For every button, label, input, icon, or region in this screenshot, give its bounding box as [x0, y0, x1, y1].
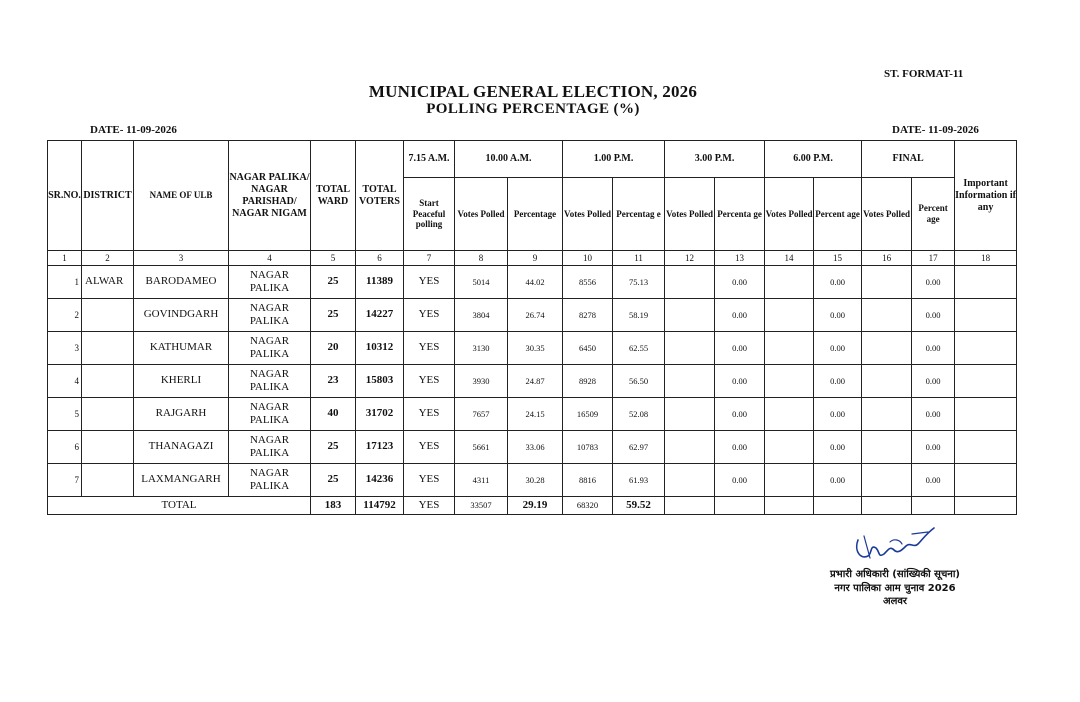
pct-13-cell: 62.55 [613, 332, 665, 365]
col-number: 4 [229, 251, 311, 266]
col-important-info: Important Information if any [955, 141, 1017, 251]
pct-18-cell: 0.00 [814, 464, 862, 497]
col-votes-18: Votes Polled [765, 178, 814, 251]
votes-13-cell: 8928 [563, 365, 613, 398]
info-cell [955, 299, 1017, 332]
pct-18-cell: 0.00 [814, 266, 862, 299]
votes-10-cell: 3804 [455, 299, 508, 332]
pct-13-cell: 56.50 [613, 365, 665, 398]
signature-designation: प्रभारी अधिकारी (सांख्यिकी सूचना) [829, 569, 960, 580]
votes-15-cell [665, 398, 715, 431]
pct-15-cell: 0.00 [715, 332, 765, 365]
col-ulb-name: NAME OF ULB [134, 141, 229, 251]
pct-13-cell: 58.19 [613, 299, 665, 332]
table-row [48, 266, 1017, 299]
col-final: FINAL [862, 141, 955, 178]
col-number: 8 [455, 251, 508, 266]
col-number: 12 [665, 251, 715, 266]
ulb-name-cell: KATHUMAR [134, 332, 229, 365]
district-cell [82, 464, 134, 497]
table-row [48, 398, 1017, 431]
col-pct-15: Percenta ge [715, 178, 765, 251]
votes-10-cell: 3930 [455, 365, 508, 398]
col-start-polling: Start Peaceful polling [404, 178, 455, 251]
total-voters: 114792 [356, 497, 404, 515]
sr-cell: 6 [48, 431, 82, 464]
col-pct-18: Percent age [814, 178, 862, 251]
table-row [48, 464, 1017, 497]
col-votes-final: Votes Polled [862, 178, 912, 251]
sr-cell: 4 [48, 365, 82, 398]
votes-10-cell: 4311 [455, 464, 508, 497]
ulb-type-cell: NAGAR PALIKA [229, 266, 311, 299]
start-polling-cell: YES [404, 431, 455, 464]
pct-final-cell: 0.00 [912, 398, 955, 431]
votes-15-cell [665, 266, 715, 299]
district-cell [82, 431, 134, 464]
ulb-name-cell: RAJGARH [134, 398, 229, 431]
start-polling-cell: YES [404, 365, 455, 398]
votes-13-cell: 8816 [563, 464, 613, 497]
ulb-name-cell: THANAGAZI [134, 431, 229, 464]
pct-13-cell: 52.08 [613, 398, 665, 431]
column-number-row [48, 251, 1017, 266]
votes-10-cell: 7657 [455, 398, 508, 431]
pct-18-cell: 0.00 [814, 365, 862, 398]
col-number: 7 [404, 251, 455, 266]
col-number: 3 [134, 251, 229, 266]
ward-cell: 23 [311, 365, 356, 398]
district-cell: ALWAR [82, 266, 134, 299]
ward-cell: 25 [311, 266, 356, 299]
votes-final-cell [862, 398, 912, 431]
total-empty-cell [665, 497, 715, 515]
pct-10-cell: 33.06 [508, 431, 563, 464]
pct-15-cell: 0.00 [715, 266, 765, 299]
signature-place: अलवर [882, 596, 908, 607]
info-cell [955, 398, 1017, 431]
pct-15-cell: 0.00 [715, 398, 765, 431]
total-ward: 183 [311, 497, 356, 515]
ulb-type-cell: NAGAR PALIKA [229, 431, 311, 464]
polling-table [47, 140, 1017, 515]
col-pct-final: Percent age [912, 178, 955, 251]
ulb-name-cell: KHERLI [134, 365, 229, 398]
ward-cell: 25 [311, 431, 356, 464]
col-time-1000: 10.00 A.M. [455, 141, 563, 178]
col-pct-13: Percentag e [613, 178, 665, 251]
col-number: 13 [715, 251, 765, 266]
pct-18-cell: 0.00 [814, 332, 862, 365]
ulb-type-cell: NAGAR PALIKA [229, 398, 311, 431]
votes-18-cell [765, 332, 814, 365]
ulb-type-cell: NAGAR PALIKA [229, 365, 311, 398]
district-cell [82, 332, 134, 365]
voters-cell: 14227 [356, 299, 404, 332]
votes-15-cell [665, 299, 715, 332]
pct-13-cell: 61.93 [613, 464, 665, 497]
total-empty-cell [955, 497, 1017, 515]
pct-10-cell: 30.28 [508, 464, 563, 497]
district-cell [82, 365, 134, 398]
table-row [48, 365, 1017, 398]
pct-13-cell: 75.13 [613, 266, 665, 299]
col-number: 6 [356, 251, 404, 266]
sr-cell: 5 [48, 398, 82, 431]
votes-15-cell [665, 464, 715, 497]
total-row [48, 497, 1017, 515]
votes-18-cell [765, 266, 814, 299]
col-time-715: 7.15 A.M. [404, 141, 455, 178]
district-cell [82, 398, 134, 431]
col-number: 15 [814, 251, 862, 266]
votes-18-cell [765, 464, 814, 497]
start-polling-cell: YES [404, 299, 455, 332]
info-cell [955, 464, 1017, 497]
col-number: 14 [765, 251, 814, 266]
total-votes-10: 33507 [455, 497, 508, 515]
pct-final-cell: 0.00 [912, 299, 955, 332]
votes-18-cell [765, 398, 814, 431]
votes-13-cell: 10783 [563, 431, 613, 464]
voters-cell: 31702 [356, 398, 404, 431]
document-subtitle: POLLING PERCENTAGE (%) [426, 101, 640, 117]
pct-15-cell: 0.00 [715, 299, 765, 332]
total-label: TOTAL [48, 497, 311, 515]
table-row [48, 299, 1017, 332]
col-votes-13: Votes Polled [563, 178, 613, 251]
col-number: 10 [563, 251, 613, 266]
pct-18-cell: 0.00 [814, 431, 862, 464]
col-number: 9 [508, 251, 563, 266]
votes-final-cell [862, 332, 912, 365]
votes-10-cell: 3130 [455, 332, 508, 365]
col-district: DISTRICT [82, 141, 134, 251]
ward-cell: 40 [311, 398, 356, 431]
ulb-name-cell: BARODAMEO [134, 266, 229, 299]
total-pct-10: 29.19 [508, 497, 563, 515]
start-polling-cell: YES [404, 332, 455, 365]
col-number: 1 [48, 251, 82, 266]
col-number: 5 [311, 251, 356, 266]
votes-final-cell [862, 299, 912, 332]
pct-final-cell: 0.00 [912, 464, 955, 497]
votes-18-cell [765, 431, 814, 464]
col-number: 18 [955, 251, 1017, 266]
ulb-name-cell: GOVINDGARH [134, 299, 229, 332]
voters-cell: 11389 [356, 266, 404, 299]
pct-15-cell: 0.00 [715, 365, 765, 398]
signature-image [850, 520, 940, 570]
ulb-type-cell: NAGAR PALIKA [229, 332, 311, 365]
voters-cell: 14236 [356, 464, 404, 497]
pct-10-cell: 30.35 [508, 332, 563, 365]
table-row [48, 431, 1017, 464]
col-srno: SR.NO. [48, 141, 82, 251]
col-number: 16 [862, 251, 912, 266]
votes-18-cell [765, 365, 814, 398]
pct-15-cell: 0.00 [715, 431, 765, 464]
col-time-1800: 6.00 P.M. [765, 141, 862, 178]
total-votes-13: 68320 [563, 497, 613, 515]
votes-13-cell: 8278 [563, 299, 613, 332]
total-start: YES [404, 497, 455, 515]
ulb-type-cell: NAGAR PALIKA [229, 464, 311, 497]
total-empty-cell [912, 497, 955, 515]
sr-cell: 1 [48, 266, 82, 299]
total-empty-cell [862, 497, 912, 515]
votes-18-cell [765, 299, 814, 332]
date-left: DATE- 11-09-2026 [90, 124, 177, 136]
total-empty-cell [715, 497, 765, 515]
voters-cell: 17123 [356, 431, 404, 464]
header-row-1 [48, 141, 1017, 178]
total-empty-cell [765, 497, 814, 515]
total-pct-13: 59.52 [613, 497, 665, 515]
start-polling-cell: YES [404, 398, 455, 431]
sr-cell: 7 [48, 464, 82, 497]
signature-office: नगर पालिका आम चुनाव 2026 [834, 582, 956, 594]
info-cell [955, 431, 1017, 464]
pct-final-cell: 0.00 [912, 431, 955, 464]
votes-final-cell [862, 464, 912, 497]
pct-10-cell: 24.87 [508, 365, 563, 398]
sr-cell: 2 [48, 299, 82, 332]
signature-block [795, 568, 995, 609]
start-polling-cell: YES [404, 266, 455, 299]
pct-final-cell: 0.00 [912, 332, 955, 365]
votes-15-cell [665, 332, 715, 365]
votes-13-cell: 6450 [563, 332, 613, 365]
votes-final-cell [862, 365, 912, 398]
ward-cell: 20 [311, 332, 356, 365]
district-cell [82, 299, 134, 332]
pct-10-cell: 26.74 [508, 299, 563, 332]
pct-final-cell: 0.00 [912, 266, 955, 299]
votes-13-cell: 8556 [563, 266, 613, 299]
ward-cell: 25 [311, 464, 356, 497]
col-ulb-type: NAGAR PALIKA/ NAGAR PARISHAD/ NAGAR NIGAM [229, 141, 311, 251]
col-number: 11 [613, 251, 665, 266]
pct-final-cell: 0.00 [912, 365, 955, 398]
document-title: MUNICIPAL GENERAL ELECTION, 2026 [368, 82, 698, 101]
table-row [48, 332, 1017, 365]
col-total-ward: TOTAL WARD [311, 141, 356, 251]
col-time-1300: 1.00 P.M. [563, 141, 665, 178]
votes-10-cell: 5661 [455, 431, 508, 464]
info-cell [955, 266, 1017, 299]
col-number: 17 [912, 251, 955, 266]
votes-15-cell [665, 431, 715, 464]
ulb-name-cell: LAXMANGARH [134, 464, 229, 497]
col-pct-10: Percentage [508, 178, 563, 251]
info-cell [955, 332, 1017, 365]
votes-final-cell [862, 431, 912, 464]
pct-10-cell: 44.02 [508, 266, 563, 299]
ulb-type-cell: NAGAR PALIKA [229, 299, 311, 332]
pct-13-cell: 62.97 [613, 431, 665, 464]
col-votes-15: Votes Polled [665, 178, 715, 251]
votes-10-cell: 5014 [455, 266, 508, 299]
col-votes-10: Votes Polled [455, 178, 508, 251]
col-number: 2 [82, 251, 134, 266]
votes-final-cell [862, 266, 912, 299]
col-time-1500: 3.00 P.M. [665, 141, 765, 178]
voters-cell: 15803 [356, 365, 404, 398]
votes-13-cell: 16509 [563, 398, 613, 431]
format-code: ST. FORMAT-11 [884, 68, 964, 80]
col-total-voters: TOTAL VOTERS [356, 141, 404, 251]
pct-18-cell: 0.00 [814, 398, 862, 431]
total-empty-cell [814, 497, 862, 515]
sr-cell: 3 [48, 332, 82, 365]
start-polling-cell: YES [404, 464, 455, 497]
date-right: DATE- 11-09-2026 [892, 124, 979, 136]
pct-18-cell: 0.00 [814, 299, 862, 332]
pct-15-cell: 0.00 [715, 464, 765, 497]
votes-15-cell [665, 365, 715, 398]
info-cell [955, 365, 1017, 398]
ward-cell: 25 [311, 299, 356, 332]
voters-cell: 10312 [356, 332, 404, 365]
pct-10-cell: 24.15 [508, 398, 563, 431]
